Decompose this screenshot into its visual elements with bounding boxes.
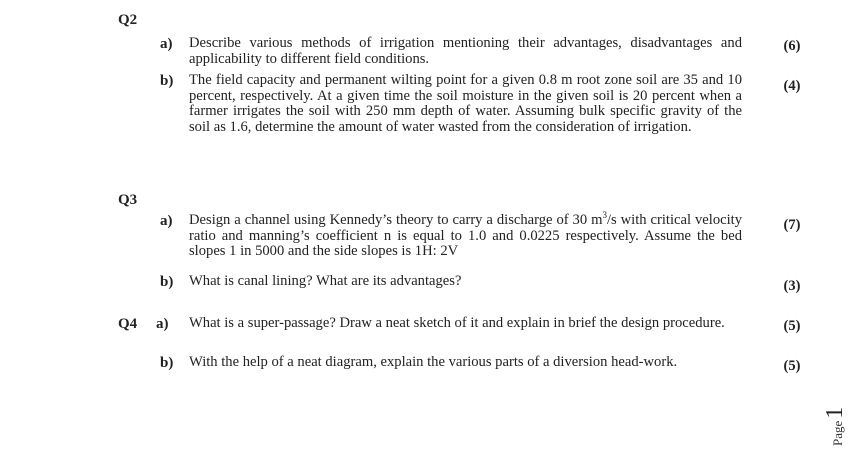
part-label-q3a: a)	[160, 213, 173, 229]
part-label-q3b: b)	[160, 274, 174, 290]
page-footer-rotated	[822, 407, 849, 446]
q3a-text-start: Design a channel using Kennedy’s theory to carry a discharge of 30 m	[189, 212, 603, 228]
part-label-q2b: b)	[160, 73, 174, 89]
marks-q2a: (6)	[783, 38, 801, 54]
part-label-q2a: a)	[160, 36, 173, 52]
part-label-q4b: b)	[160, 355, 174, 371]
question-text-q4b: With the help of a neat diagram, explain the various parts of a diversion head-work.	[189, 354, 678, 370]
page-number: 1	[822, 406, 848, 419]
question-label-q3: Q3	[118, 192, 138, 208]
q3a-superscript: 3	[602, 210, 607, 221]
page-word: Page	[830, 420, 845, 446]
marks-q3a: (7)	[783, 217, 801, 233]
question-text-q3a	[189, 210, 742, 260]
marks-q2b: (4)	[783, 78, 801, 94]
question-text-q2b: The field capacity and permanent wilting point for a given 0.8 m root zone soil are 35 and 10 percent, respectively. At a given time the soil moisture in the given soil is 20 percent when a farmer irrigates the soil with 250 mm depth of water. Assuming bulk specific gravity of the soil as 1.6, determine the amount of water wasted from the consideration of irrigation.	[189, 72, 742, 135]
question-label-q4: Q4	[118, 316, 138, 332]
marks-q4b: (5)	[783, 358, 801, 374]
page-footer	[812, 360, 856, 450]
marks-q3b: (3)	[783, 278, 801, 294]
q3a-text-end: /s with critical velocity ratio and manning’s coefficient n is equal to 1.0 and 0.0225 respectively. Assume the bed slopes 1 in 5000 and the side slopes is 1H: 2V	[189, 212, 742, 259]
part-label-q4a: a)	[156, 316, 169, 332]
question-text-q2a: Describe various methods of irrigation mentioning their advantages, disadvantages and applicability to different field conditions.	[189, 35, 742, 67]
question-text-q4a: What is a super-passage? Draw a neat sketch of it and explain in brief the design procedure.	[189, 315, 725, 331]
question-label-q2: Q2	[118, 12, 138, 28]
marks-q4a: (5)	[783, 318, 801, 334]
question-text-q3b: What is canal lining? What are its advantages?	[189, 273, 462, 289]
